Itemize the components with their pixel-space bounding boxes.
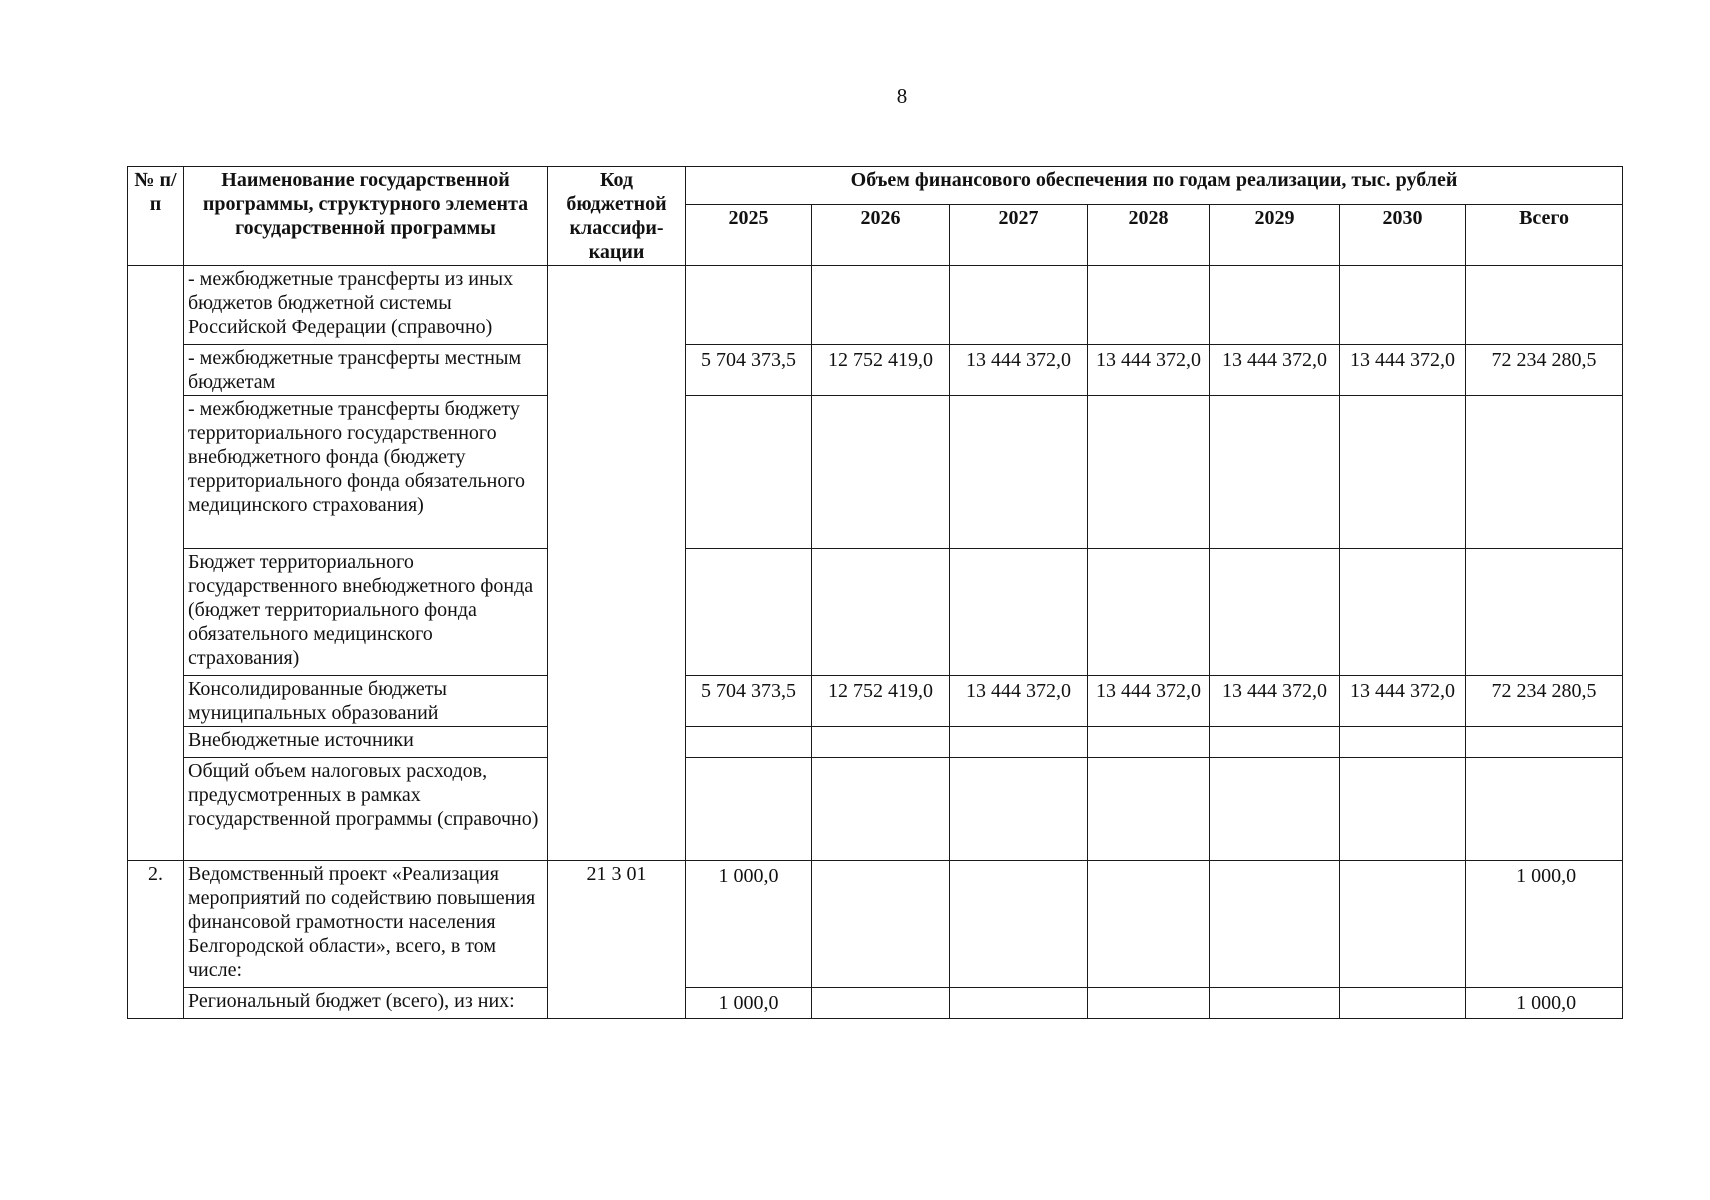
row-value-2027: 13 444 372,0 <box>950 345 1088 396</box>
row-value-2027 <box>950 266 1088 345</box>
header-year-2025: 2025 <box>686 205 812 266</box>
row-value-2028 <box>1088 861 1210 988</box>
row-value-2029 <box>1210 727 1340 758</box>
row-value-2030: 13 444 372,0 <box>1340 676 1466 727</box>
row-value-2025 <box>686 266 812 345</box>
row-value-2025: 5 704 373,5 <box>686 345 812 396</box>
row-value-2026: 12 752 419,0 <box>812 676 950 727</box>
row-total: 72 234 280,5 <box>1466 345 1623 396</box>
row-value-2028 <box>1088 549 1210 676</box>
row-value-2028: 13 444 372,0 <box>1088 345 1210 396</box>
header-code: Код бюджетной классифи-кации <box>548 167 686 266</box>
row-value-2025 <box>686 396 812 549</box>
row-total <box>1466 549 1623 676</box>
row-value-2027 <box>950 861 1088 988</box>
row-value-2029 <box>1210 988 1340 1019</box>
row-name: Ведомственный проект «Реализация мероприятий по содействию повышения финансовой грамотности населения Белгородской области», всего, в том числе: <box>184 861 548 988</box>
header-year-2028: 2028 <box>1088 205 1210 266</box>
table-row <box>128 549 1623 676</box>
table-body <box>128 266 1623 1019</box>
row-value-2029 <box>1210 396 1340 549</box>
header-total: Всего <box>1466 205 1623 266</box>
row-value-2025 <box>686 549 812 676</box>
table-header <box>128 167 1623 266</box>
row-code <box>548 266 686 861</box>
table-row <box>128 396 1623 549</box>
table-row <box>128 861 1623 988</box>
row-value-2029: 13 444 372,0 <box>1210 676 1340 727</box>
row-num: 2. <box>128 861 184 1019</box>
financing-table <box>127 166 1623 1019</box>
table-row <box>128 676 1623 727</box>
row-value-2027 <box>950 988 1088 1019</box>
row-value-2028 <box>1088 396 1210 549</box>
header-year-2026: 2026 <box>812 205 950 266</box>
table-row <box>128 758 1623 861</box>
row-total <box>1466 396 1623 549</box>
table-row <box>128 345 1623 396</box>
row-total: 1 000,0 <box>1466 988 1623 1019</box>
row-value-2029: 13 444 372,0 <box>1210 345 1340 396</box>
row-value-2030 <box>1340 727 1466 758</box>
row-name: Консолидированные бюджеты муниципальных образований <box>184 676 548 727</box>
row-value-2026 <box>812 549 950 676</box>
row-value-2030 <box>1340 266 1466 345</box>
row-value-2026 <box>812 988 950 1019</box>
row-name: - межбюджетные трансферты местным бюджетам <box>184 345 548 396</box>
row-value-2027: 13 444 372,0 <box>950 676 1088 727</box>
row-value-2028 <box>1088 758 1210 861</box>
row-value-2029 <box>1210 861 1340 988</box>
row-total: 72 234 280,5 <box>1466 676 1623 727</box>
row-value-2030: 13 444 372,0 <box>1340 345 1466 396</box>
row-value-2025: 1 000,0 <box>686 861 812 988</box>
row-name: - межбюджетные трансферты из иных бюджетов бюджетной системы Российской Федерации (справочно) <box>184 266 548 345</box>
row-value-2030 <box>1340 988 1466 1019</box>
row-name: Общий объем налоговых расходов, предусмотренных в рамках государственной программы (справочно) <box>184 758 548 861</box>
row-value-2025: 1 000,0 <box>686 988 812 1019</box>
row-name: Внебюджетные источники <box>184 727 548 758</box>
row-value-2028 <box>1088 266 1210 345</box>
row-value-2026 <box>812 396 950 549</box>
table-row <box>128 727 1623 758</box>
header-name: Наименование государственной программы, структурного элемента государственной программы <box>184 167 548 266</box>
row-value-2030 <box>1340 549 1466 676</box>
row-value-2027 <box>950 549 1088 676</box>
row-value-2025: 5 704 373,5 <box>686 676 812 727</box>
row-code: 21 3 01 <box>548 861 686 1019</box>
row-value-2030 <box>1340 758 1466 861</box>
row-value-2026 <box>812 861 950 988</box>
row-value-2026: 12 752 419,0 <box>812 345 950 396</box>
row-total <box>1466 727 1623 758</box>
table-row <box>128 266 1623 345</box>
row-value-2027 <box>950 758 1088 861</box>
header-year-2030: 2030 <box>1340 205 1466 266</box>
row-value-2025 <box>686 758 812 861</box>
row-value-2027 <box>950 396 1088 549</box>
table-row <box>128 988 1623 1019</box>
row-total: 1 000,0 <box>1466 861 1623 988</box>
row-value-2028 <box>1088 988 1210 1019</box>
row-value-2026 <box>812 758 950 861</box>
row-name: - межбюджетные трансферты бюджету территориального государственного внебюджетного фонда (бюджету территориального фонда обязательного медицинского страхования) <box>184 396 548 549</box>
row-value-2030 <box>1340 396 1466 549</box>
header-volume: Объем финансового обеспечения по годам реализации, тыс. рублей <box>686 167 1623 205</box>
row-value-2025 <box>686 727 812 758</box>
row-value-2026 <box>812 727 950 758</box>
row-name: Бюджет территориального государственного внебюджетного фонда (бюджет территориального фонда обязательного медицинского страхования) <box>184 549 548 676</box>
row-value-2028 <box>1088 727 1210 758</box>
row-value-2028: 13 444 372,0 <box>1088 676 1210 727</box>
row-value-2029 <box>1210 266 1340 345</box>
row-value-2029 <box>1210 549 1340 676</box>
row-value-2026 <box>812 266 950 345</box>
row-value-2030 <box>1340 861 1466 988</box>
header-num: № п/п <box>128 167 184 266</box>
row-total <box>1466 266 1623 345</box>
page-number: 8 <box>896 84 908 108</box>
header-year-2027: 2027 <box>950 205 1088 266</box>
row-value-2027 <box>950 727 1088 758</box>
row-total <box>1466 758 1623 861</box>
header-year-2029: 2029 <box>1210 205 1340 266</box>
row-value-2029 <box>1210 758 1340 861</box>
row-name: Региональный бюджет (всего), из них: <box>184 988 548 1019</box>
row-num <box>128 266 184 861</box>
